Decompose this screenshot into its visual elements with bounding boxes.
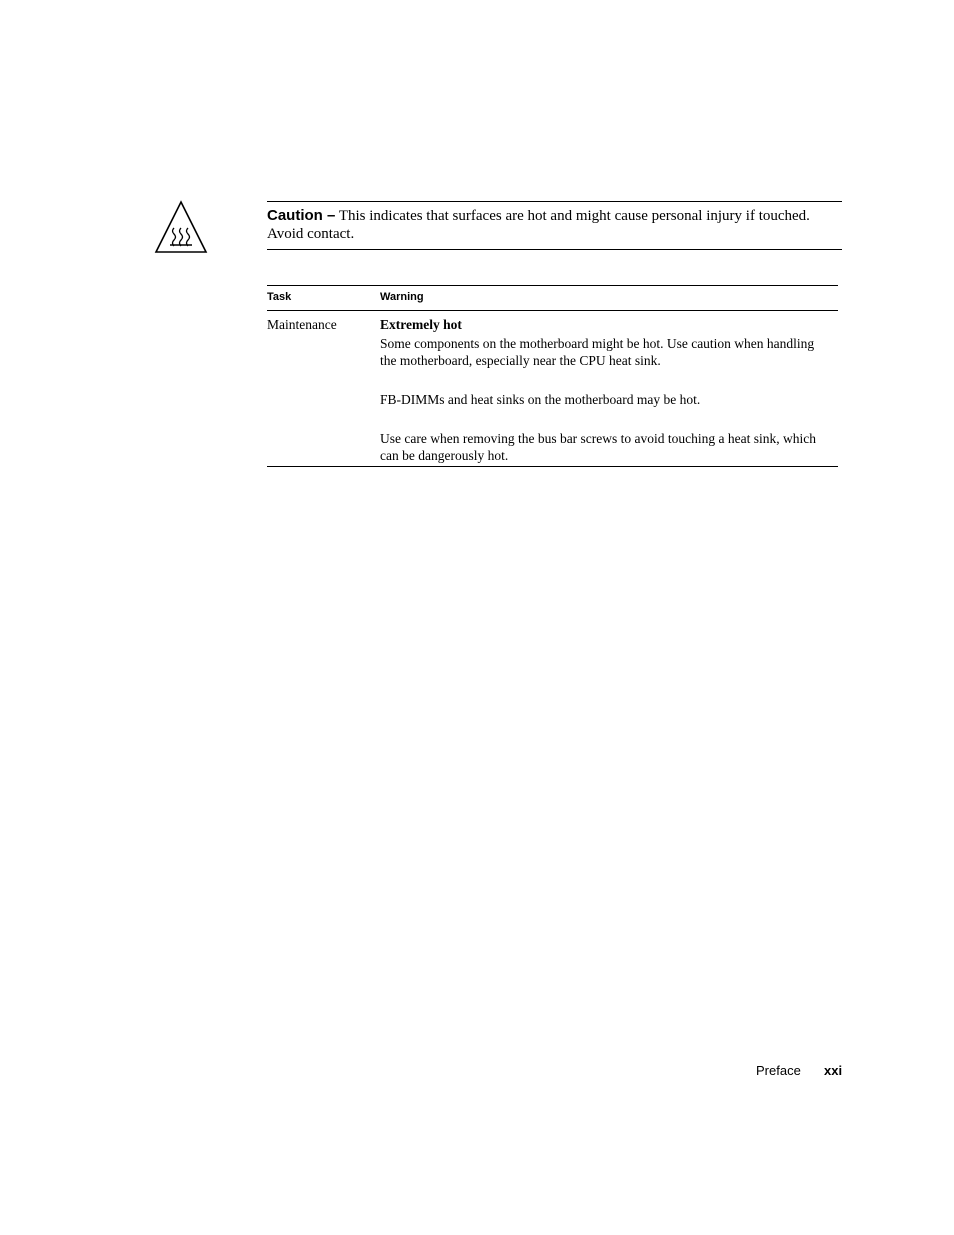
task-cell: Maintenance — [267, 317, 337, 332]
warning-paragraph: FB-DIMMs and heat sinks on the motherboard may be hot. — [380, 392, 701, 407]
warning-paragraph: Use care when removing the bus bar screws to avoid touching a heat sink, which can be dangerously hot. — [380, 431, 817, 463]
caution-label: Caution – — [267, 207, 336, 224]
caution-message: This indicates that surfaces are hot and might cause personal injury if touched. Avoid contact. — [267, 208, 810, 242]
warning-paragraph: Some components on the motherboard might be hot. Use caution when handling the motherboard, especially near the CPU heat sink. — [380, 336, 815, 368]
task-warning-table — [267, 285, 838, 467]
footer-section-name: Preface — [756, 1063, 801, 1078]
caution-text — [267, 207, 842, 243]
column-header-task: Task — [267, 291, 292, 303]
hot-surface-warning-icon — [154, 200, 208, 254]
footer-page-number: xxi — [824, 1063, 843, 1078]
column-header-warning: Warning — [380, 291, 424, 303]
warning-title: Extremely hot — [380, 317, 462, 332]
table-header — [267, 286, 838, 311]
caution-notice — [267, 201, 842, 250]
